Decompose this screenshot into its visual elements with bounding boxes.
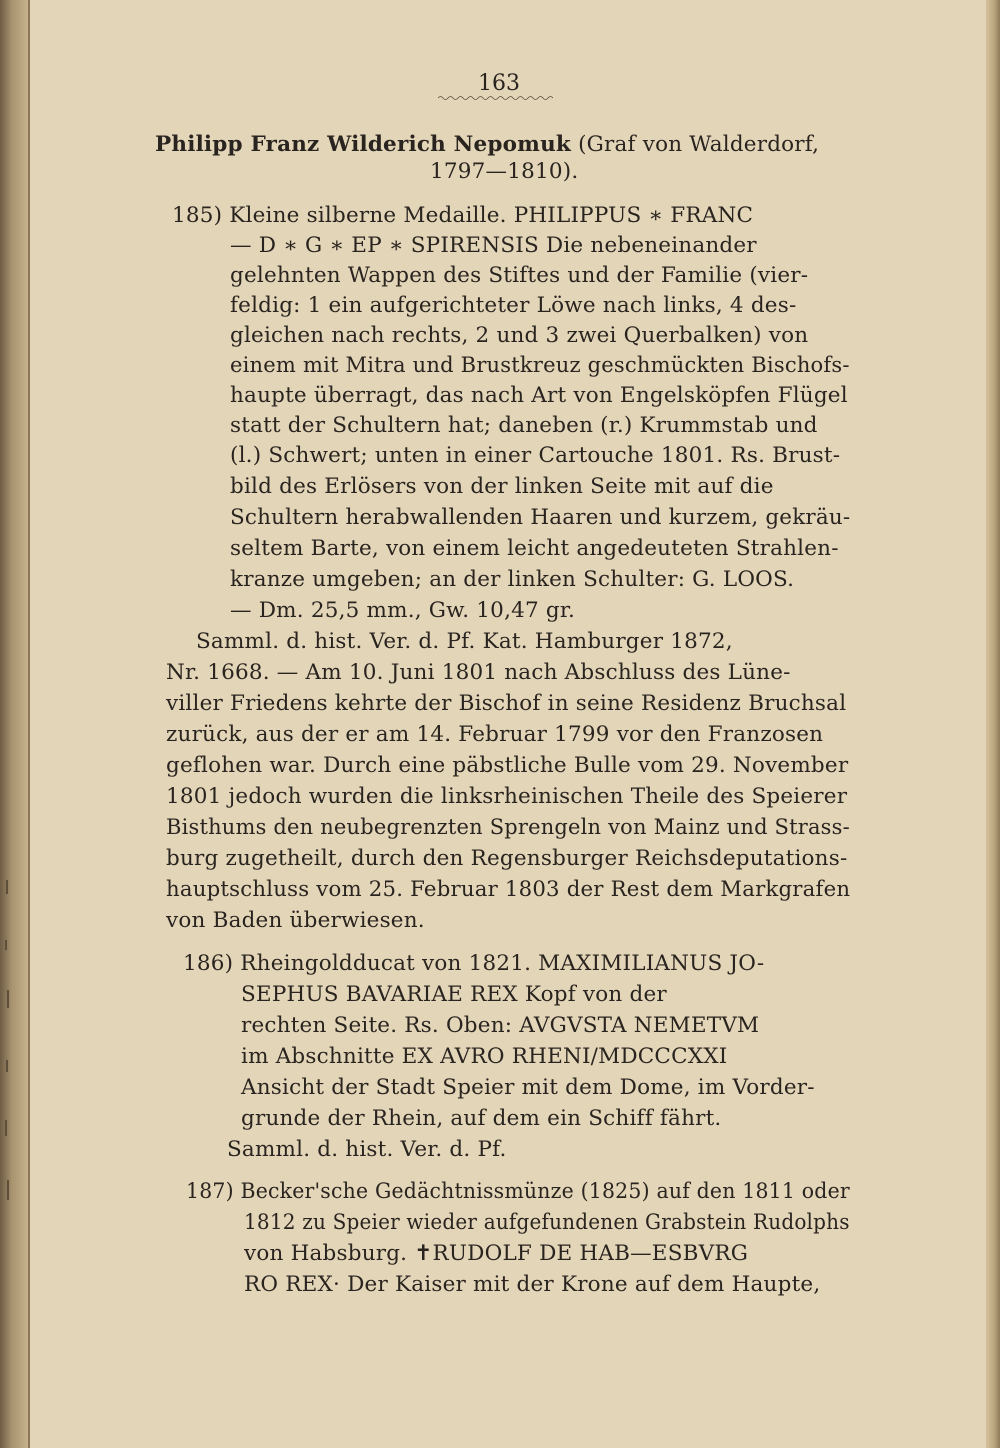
text-line: von Habsburg. ✝RUDOLF DE HAB—ESBVRG: [244, 1241, 749, 1266]
text-line: rechten Seite. Rs. Oben: AVGVSTA NEMETVM: [241, 1013, 760, 1038]
text-line: einem mit Mitra und Brustkreuz geschmückten Bischofs-: [230, 353, 850, 378]
text-line: hauptschluss vom 25. Februar 1803 der Rest dem Markgrafen: [166, 877, 851, 902]
text-line: 1812 zu Speier wieder aufgefundenen Grabstein Rudolphs: [244, 1210, 850, 1235]
page-number: 163: [478, 71, 520, 96]
text-line: statt der Schultern hat; daneben (r.) Krummstab und: [230, 413, 818, 438]
text-line: 187) Becker'sche Gedächtnissmünze (1825) auf den 1811 oder: [186, 1179, 850, 1204]
heading-years: 1797—1810).: [430, 159, 579, 184]
text-line: Bisthums den neubegrenzten Sprengeln von Mainz und Strass-: [166, 815, 850, 840]
text-line: zurück, aus der er am 14. Februar 1799 vor den Franzosen: [166, 722, 824, 747]
text-line: — Dm. 25,5 mm., Gw. 10,47 gr.: [230, 598, 576, 623]
text-line: kranze umgeben; an der linken Schulter: G. LOOS.: [230, 567, 795, 592]
text-line: 1801 jedoch wurden die linksrheinischen Theile des Speierer: [166, 784, 848, 809]
text-line: Schultern herabwallenden Haaren und kurzem, gekräu-: [230, 505, 851, 530]
text-line: burg zugetheilt, durch den Regensburger Reichsdeputations-: [166, 846, 848, 871]
text-line: Samml. d. hist. Ver. d. Pf. Kat. Hamburger 1872,: [196, 629, 733, 654]
text-line: von Baden überwiesen.: [166, 908, 425, 933]
text-line: viller Friedens kehrte der Bischof in seine Residenz Bruchsal: [166, 691, 847, 716]
text-line: geflohen war. Durch eine päbstliche Bulle vom 29. November: [166, 753, 849, 778]
text-line: gleichen nach rechts, 2 und 3 zwei Querbalken) von: [230, 323, 809, 348]
text-line: bild des Erlösers von der linken Seite mit auf die: [230, 474, 774, 499]
text-line: Ansicht der Stadt Speier mit dem Dome, im Vorder-: [241, 1075, 815, 1100]
text-line: RO REX· Der Kaiser mit der Krone auf dem Haupte,: [244, 1272, 821, 1297]
heading-name: Philipp Franz Wilderich Nepomuk: [155, 132, 572, 157]
text-line: Nr. 1668. — Am 10. Juni 1801 nach Abschluss des Lüne-: [166, 660, 791, 685]
text-line: 185) Kleine silberne Medaille. PHILIPPUS ∗ FRANC: [172, 203, 754, 228]
text-line: feldig: 1 ein aufgerichteter Löwe nach links, 4 des-: [230, 293, 797, 318]
text-line: 186) Rheingoldducat von 1821. MAXIMILIANUS JO-: [183, 951, 765, 976]
page-number-ornament: [438, 95, 553, 101]
text-line: Samml. d. hist. Ver. d. Pf.: [227, 1137, 507, 1162]
heading-rest: (Graf von Walderdorf,: [578, 132, 820, 157]
text-line: im Abschnitte EX AVRO RHENI/MDCCCXXI: [241, 1044, 728, 1069]
text-line: SEPHUS BAVARIAE REX Kopf von der: [241, 982, 667, 1007]
gutter-marks: [0, 880, 14, 1280]
section-heading: [155, 131, 819, 159]
text-line: grunde der Rhein, auf dem ein Schiff fährt.: [241, 1106, 722, 1131]
text-line: gelehnten Wappen des Stiftes und der Familie (vier-: [230, 263, 809, 288]
text-line: seltem Barte, von einem leicht angedeuteten Strahlen-: [230, 536, 839, 561]
page-right-edge: [986, 0, 1000, 1448]
text-line: haupte überragt, das nach Art von Engelsköpfen Flügel: [230, 383, 848, 408]
text-line: — D ∗ G ∗ EP ∗ SPIRENSIS Die nebeneinander: [230, 233, 757, 258]
text-line: (l.) Schwert; unten in einer Cartouche 1801. Rs. Brust-: [230, 443, 841, 468]
